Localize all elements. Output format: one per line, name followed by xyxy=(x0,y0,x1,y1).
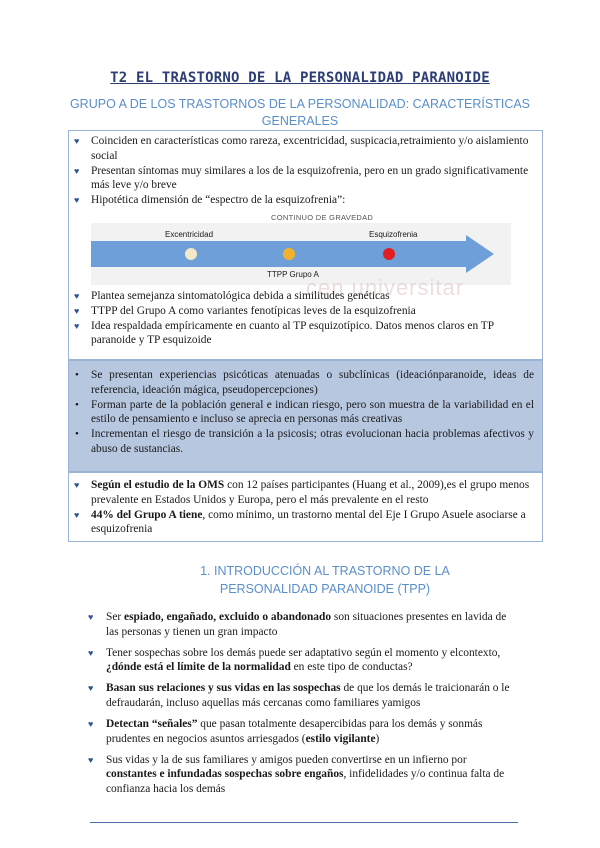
list-item: ♥ Sus vidas y la de sus familiares y amigos pueden convertirse en un infierno por constantes e infundadas sospechas sobre engaños, infidelidades y/o continua falta de confianza hacia los demás xyxy=(88,753,505,795)
heart-bullet-icon: ♥ xyxy=(74,165,80,176)
heart-bullet-icon: ♥ xyxy=(88,612,94,622)
section-body xyxy=(88,610,528,803)
list-item: ♥ Coinciden en características como rareza, excentricidad, suspicacia,retraimiento y/o aislamiento social xyxy=(74,135,529,162)
list-item: ♥ Según el estudio de la OMS con 12 países participantes (Huang et al., 2009),es el grupo menos prevalente en Estados Unidos y Europa, pero el más prevalente en el resto xyxy=(74,479,530,506)
heart-bullet-icon: ♥ xyxy=(74,480,80,490)
heart-bullet-icon: ♥ xyxy=(88,683,94,694)
arrow-head-icon xyxy=(466,235,494,273)
list-item: ♥ Hipotética dimensión de “espectro de la esquizofrenia”: xyxy=(74,194,346,207)
list-item: ♥ Idea respaldada empíricamente en cuanto al TP esquizotípico. Datos menos claros en TP paranoide y TP esquizoide xyxy=(74,319,494,347)
dot-mild-icon xyxy=(185,248,197,260)
prevalence-box xyxy=(68,472,543,542)
heart-bullet-icon: ♥ xyxy=(74,509,80,520)
dot-moderate-icon xyxy=(283,248,295,260)
page-title: T2 EL TRASTORNO DE LA PERSONALIDAD PARANOIDE xyxy=(110,70,490,86)
label-excentricidad: Excentricidad xyxy=(165,230,214,239)
list-item: ♥ Detectan “señales” que pasan totalmente desapercibidas para los demás y sonmás prudentes en negocios asuntos arriesgados (estilo vigilante) xyxy=(88,718,483,745)
list-item: ♥ Ser espiado, engañado, excluido o abandonado son situaciones presentes en lavida de las personas y tienen un gran impacto xyxy=(88,611,507,638)
section-heading: 1. INTRODUCCIÓN AL TRASTORNO DE LA PERSONALIDAD PARANOIDE (TPP) xyxy=(200,564,450,596)
diagram-title: CONTINUO DE GRAVEDAD xyxy=(271,213,374,222)
watermark: cen universitar xyxy=(306,275,465,300)
dot-bullet-icon: • xyxy=(75,369,79,381)
dot-severe-icon xyxy=(383,248,395,260)
heart-bullet-icon: ♥ xyxy=(88,754,94,765)
arrow-icon xyxy=(91,241,466,267)
heart-bullet-icon: ♥ xyxy=(74,136,80,146)
heart-bullet-icon: ♥ xyxy=(88,647,94,658)
dot-bullet-icon: • xyxy=(75,428,79,441)
characteristics-box xyxy=(68,130,543,360)
list-item: ♥ Presentan síntomas muy similares a los de la esquizofrenia, pero en un grado significativamente más leve y/o breve xyxy=(74,164,529,192)
heart-bullet-icon: ♥ xyxy=(74,305,80,316)
label-ttpp-grupo-a: TTPP Grupo A xyxy=(267,270,319,279)
list-item: ♥ 44% del Grupo A tiene, como mínimo, un trastorno mental del Eje I Grupo Asuele asociarse a esquizofrenia xyxy=(74,508,526,536)
group-a-subtitle: GRUPO A DE LOS TRASTORNOS DE LA PERSONALIDAD: CARACTERÍSTICAS GENERALES xyxy=(69,97,531,128)
label-esquizofrenia: Esquizofrenia xyxy=(369,230,418,239)
list-item: ♥ TTPP del Grupo A como variantes fenotípicas leves de la esquizofrenia xyxy=(74,304,416,317)
list-item: • Se presentan experiencias psicóticas atenuadas o subclínicas (ideaciónparanoide, ideas de referencia, ideación mágica, pseudopercepciones) xyxy=(75,369,534,396)
list-item: • Incrementan el riesgo de transición a la psicosis; otras evolucionan hacia problemas afectivos y abuso de sustancias. xyxy=(75,428,534,455)
list-item: • Forman parte de la población general e indican riesgo, pero son muestra de la variabilidad en el estilo de pensamiento e incluso se aprecia en personas más creativas xyxy=(75,398,534,426)
list-item: ♥ Tener sospechas sobre los demás puede ser adaptativo según el momento y elcontexto, ¿dónde está el límite de la normalidad en este tipo de conductas? xyxy=(88,646,501,674)
psychotic-experiences-box xyxy=(68,360,543,472)
footer-divider xyxy=(90,822,518,823)
heart-bullet-icon: ♥ xyxy=(88,719,94,730)
list-item: ♥ Basan sus relaciones y sus vidas en las sospechas de que los demás le traicionarán o le defraudarán, incluso aquellas más cercanas como familiares yamigos xyxy=(88,682,510,709)
list-item: ♥ Plantea semejanza sintomatológica debida a similitudes genéticas xyxy=(74,290,390,302)
dot-bullet-icon: • xyxy=(75,398,79,411)
heart-bullet-icon: ♥ xyxy=(74,320,80,331)
heart-bullet-icon: ♥ xyxy=(74,195,80,206)
heart-bullet-icon: ♥ xyxy=(74,291,80,301)
